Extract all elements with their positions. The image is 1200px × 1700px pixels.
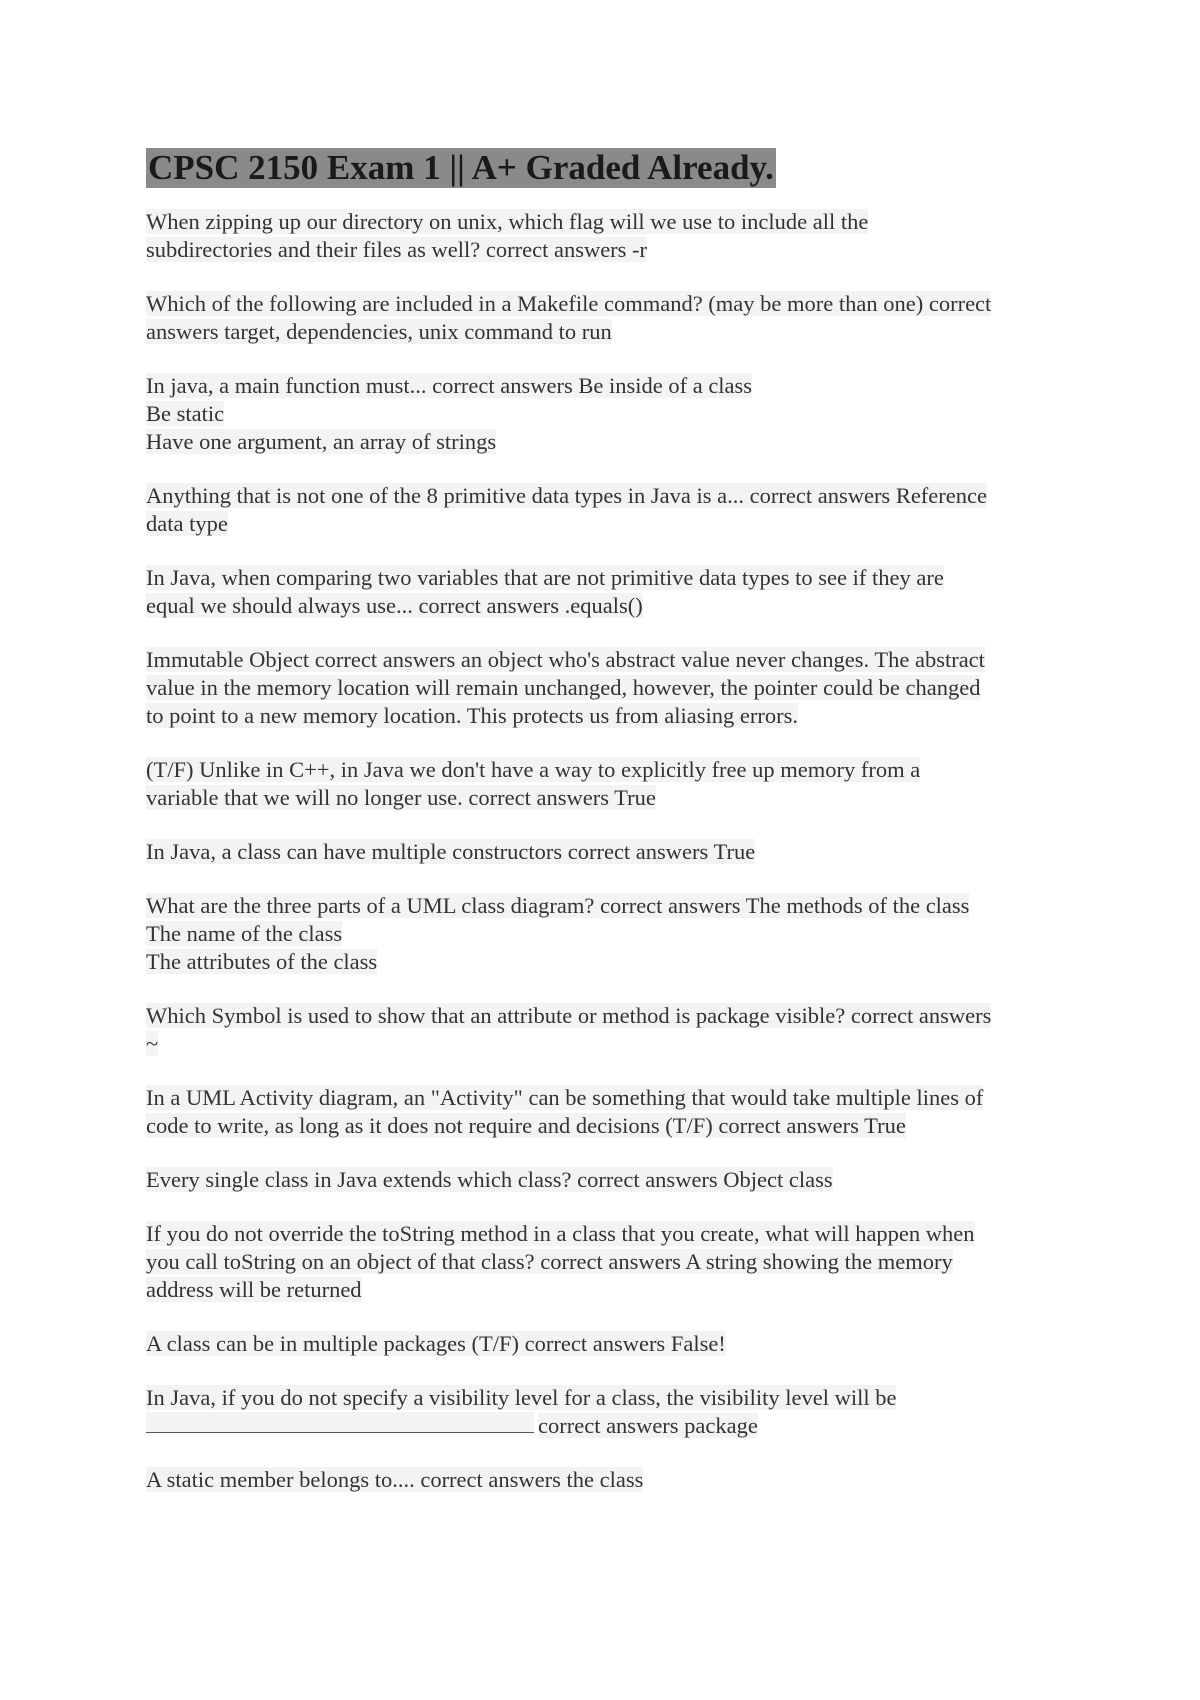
- qa-line-text: data type: [146, 511, 228, 536]
- qa-line: [146, 1220, 1066, 1248]
- qa-line-text: Which Symbol is used to show that an attribute or method is package visible? correct answers: [146, 1003, 992, 1028]
- qa-item: [146, 482, 1066, 538]
- qa-line-text: In Java, if you do not specify a visibility level for a class, the visibility level will be: [146, 1385, 897, 1410]
- qa-line: [146, 564, 1066, 592]
- qa-item: [146, 1220, 1066, 1304]
- qa-item: [146, 1330, 1066, 1358]
- qa-line-text: equal we should always use... correct answers .equals(): [146, 593, 643, 618]
- qa-line: [146, 784, 1066, 812]
- qa-line-text: Have one argument, an array of strings: [146, 429, 497, 454]
- qa-line: [146, 838, 1066, 866]
- qa-line-text: to point to a new memory location. This protects us from aliasing errors.: [146, 703, 798, 728]
- fill-in-blank: [146, 1412, 534, 1433]
- qa-line-text: Immutable Object correct answers an object who's abstract value never changes. The abstract: [146, 647, 985, 672]
- qa-line: [146, 400, 1066, 428]
- qa-line: [146, 236, 1066, 264]
- qa-line-text: The attributes of the class: [146, 949, 378, 974]
- qa-line-text: In java, a main function must... correct answers Be inside of a class: [146, 373, 753, 398]
- qa-line-text: Which of the following are included in a Makefile command? (may be more than one) correct: [146, 291, 992, 316]
- qa-item: [146, 290, 1066, 346]
- qa-line: [146, 1112, 1066, 1140]
- qa-line-text: When zipping up our directory on unix, which flag will we use to include all the: [146, 209, 869, 234]
- qa-line-text: code to write, as long as it does not require and decisions (T/F) correct answers True: [146, 1113, 906, 1138]
- qa-line-text: value in the memory location will remain unchanged, however, the pointer could be changed: [146, 675, 981, 700]
- qa-line: [146, 702, 1066, 730]
- qa-item: [146, 838, 1066, 866]
- qa-line-text: Be static: [146, 401, 225, 426]
- qa-line: [146, 510, 1066, 538]
- qa-line: [146, 592, 1066, 620]
- qa-line: [146, 646, 1066, 674]
- qa-line: [146, 482, 1066, 510]
- qa-line: [146, 318, 1066, 346]
- qa-line-text: variable that we will no longer use. correct answers True: [146, 785, 656, 810]
- document-title: CPSC 2150 Exam 1 || A+ Graded Already.: [148, 148, 774, 187]
- qa-line: [146, 1084, 1066, 1112]
- qa-line: [146, 1002, 1066, 1030]
- qa-line: [146, 208, 1066, 236]
- qa-line-text: address will be returned: [146, 1277, 362, 1302]
- qa-item: [146, 1002, 1066, 1058]
- qa-item: [146, 646, 1066, 730]
- qa-line-text: A static member belongs to.... correct answers the class: [146, 1467, 644, 1492]
- qa-item: [146, 756, 1066, 812]
- qa-line: [146, 1166, 1066, 1194]
- qa-line: [146, 428, 1066, 456]
- qa-line-text: subdirectories and their files as well? correct answers -r: [146, 237, 648, 262]
- qa-line-text: The name of the class: [146, 921, 343, 946]
- qa-line: [146, 290, 1066, 318]
- qa-line: [146, 756, 1066, 784]
- qa-line-text: In Java, when comparing two variables that are not primitive data types to see if they are: [146, 565, 944, 590]
- qa-line-text: you call toString on an object of that class? correct answers A string showing the memory: [146, 1249, 953, 1274]
- qa-line: [146, 1412, 1066, 1440]
- qa-line: [146, 1466, 1066, 1494]
- qa-item: [146, 892, 1066, 976]
- qa-line-text: What are the three parts of a UML class diagram? correct answers The methods of the class: [146, 893, 970, 918]
- qa-line-text: Every single class in Java extends which class? correct answers Object class: [146, 1167, 833, 1192]
- qa-line: [146, 674, 1066, 702]
- qa-line-text: In Java, a class can have multiple constructors correct answers True: [146, 839, 756, 864]
- qa-item: [146, 1166, 1066, 1194]
- document-page: [146, 148, 1066, 1520]
- qa-item: [146, 1466, 1066, 1494]
- qa-line-text: correct answers package: [538, 1413, 758, 1438]
- qa-line: [146, 1330, 1066, 1358]
- qa-item: [146, 1084, 1066, 1140]
- qa-line: [146, 920, 1066, 948]
- qa-line: [146, 1384, 1066, 1412]
- qa-list: [146, 208, 1066, 1494]
- qa-item: [146, 564, 1066, 620]
- qa-line: [146, 948, 1066, 976]
- qa-item: [146, 1384, 1066, 1440]
- qa-line: [146, 892, 1066, 920]
- qa-line: [146, 1276, 1066, 1304]
- qa-line-text: A class can be in multiple packages (T/F) correct answers False!: [146, 1331, 726, 1356]
- qa-line-text: (T/F) Unlike in C++, in Java we don't have a way to explicitly free up memory from a: [146, 757, 921, 782]
- qa-line-text: If you do not override the toString method in a class that you create, what will happen when: [146, 1221, 975, 1246]
- qa-line-text: ~: [146, 1031, 159, 1056]
- qa-line-text: Anything that is not one of the 8 primitive data types in Java is a... correct answers Reference: [146, 483, 987, 508]
- qa-line: [146, 1248, 1066, 1276]
- qa-line-text: In a UML Activity diagram, an "Activity" can be something that would take multiple lines of: [146, 1085, 984, 1110]
- qa-line-text: answers target, dependencies, unix command to run: [146, 319, 612, 344]
- qa-line: [146, 372, 1066, 400]
- qa-line: [146, 1030, 1066, 1058]
- qa-item: [146, 208, 1066, 264]
- qa-item: [146, 372, 1066, 456]
